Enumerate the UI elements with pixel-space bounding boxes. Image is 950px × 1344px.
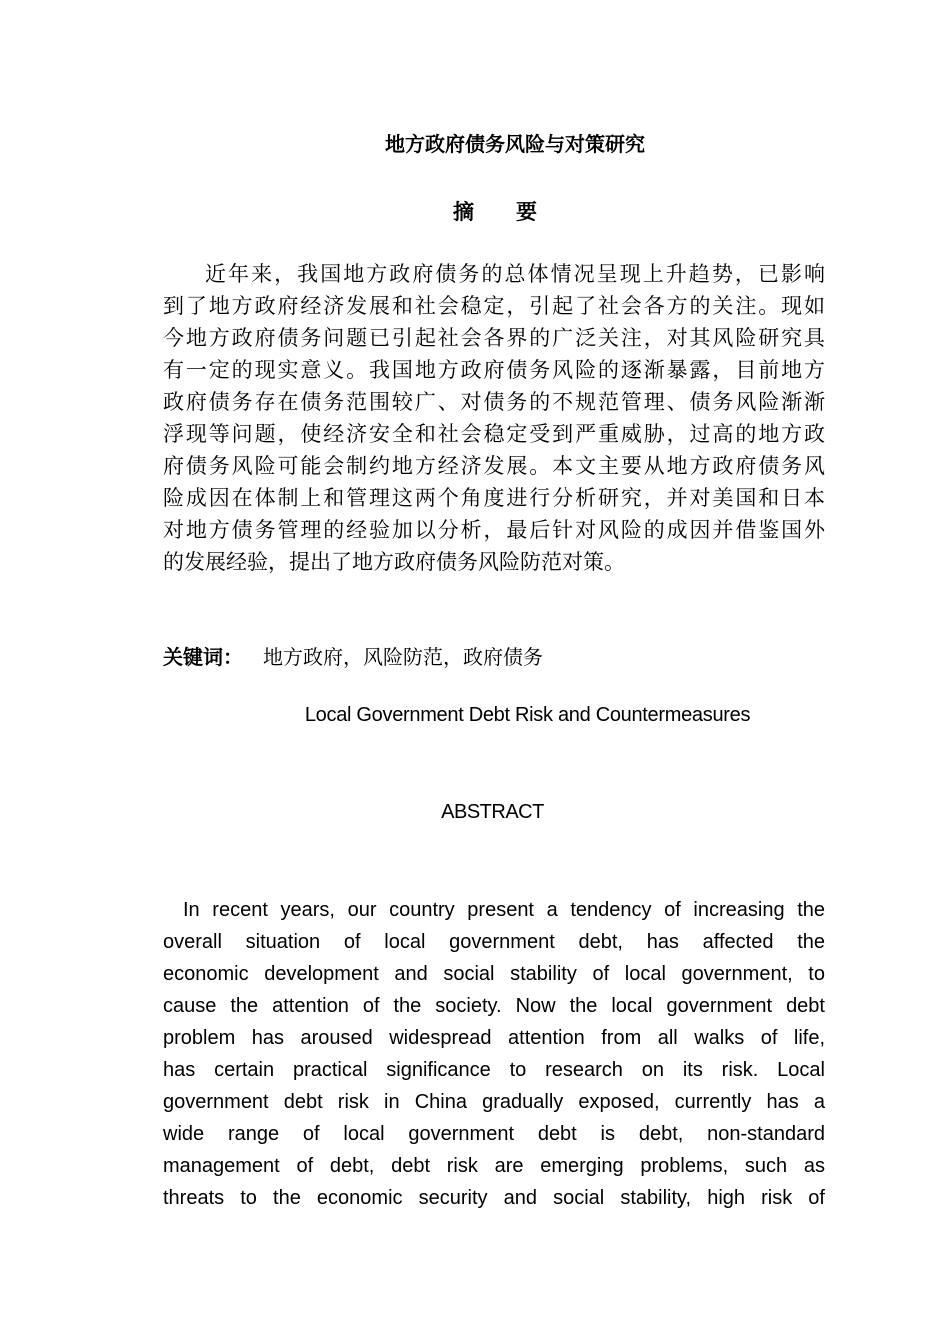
text-line: 险成因在体制上和管理这两个角度进行分析研究，并对美国和日本 [163, 486, 825, 510]
text-line: overall situation of local government debt, has affected the [163, 931, 825, 953]
abstract-heading-chinese [0, 196, 950, 226]
text-line: economic development and social stability of local government, to [163, 963, 825, 985]
text-line: In recent years, our country present a tendency of increasing the [183, 899, 825, 921]
text-line: 府债务风险可能会制约地方经济发展。本文主要从地方政府债务风 [163, 454, 825, 478]
text-line: 今地方政府债务问题已引起社会各界的广泛关注，对其风险研究具 [163, 326, 825, 350]
text-line: 对地方债务管理的经验加以分析，最后针对风险的成因并借鉴国外 [163, 518, 825, 542]
text-line: problem has aroused widespread attention from all walks of life, [163, 1027, 825, 1049]
text-line: 近年来，我国地方政府债务的总体情况呈现上升趋势，已影响 [205, 262, 825, 286]
abstract-heading-char: 要 [516, 200, 537, 224]
title-chinese: 地方政府债务风险与对策研究 [385, 132, 645, 156]
text-line: government debt risk in China gradually exposed, currently has a [163, 1091, 825, 1113]
abstract-body-english [163, 894, 825, 1214]
text-line: wide range of local government debt is debt, non-standard [163, 1123, 825, 1145]
keywords-chinese [163, 642, 543, 673]
text-line: 的发展经验，提出了地方政府债务风险防范对策。 [163, 550, 625, 574]
title-english: Local Government Debt Risk and Countermeasures [304, 704, 751, 726]
text-line: cause the attention of the society. Now the local government debt [163, 995, 825, 1017]
keywords-value: 地方政府，风险防范，政府债务 [263, 647, 543, 669]
text-line: management of debt, debt risk are emerging problems, such as [163, 1155, 825, 1177]
abstract-body-chinese [163, 258, 825, 578]
abstract-heading-char: 摘 [453, 200, 474, 224]
text-line: 政府债务存在债务范围较广、对债务的不规范管理、债务风险渐渐 [163, 390, 825, 414]
text-line: has certain practical significance to research on its risk. Local [163, 1059, 825, 1081]
abstract-heading-english: ABSTRACT [441, 801, 544, 823]
keywords-label: 关键词： [163, 645, 243, 669]
text-line: threats to the economic security and social stability, high risk of [163, 1187, 825, 1209]
text-line: 有一定的现实意义。我国地方政府债务风险的逐渐暴露，目前地方 [163, 358, 825, 382]
text-line: 浮现等问题，使经济安全和社会稳定受到严重威胁，过高的地方政 [163, 422, 825, 446]
text-line: 到了地方政府经济发展和社会稳定，引起了社会各方的关注。现如 [163, 294, 825, 318]
